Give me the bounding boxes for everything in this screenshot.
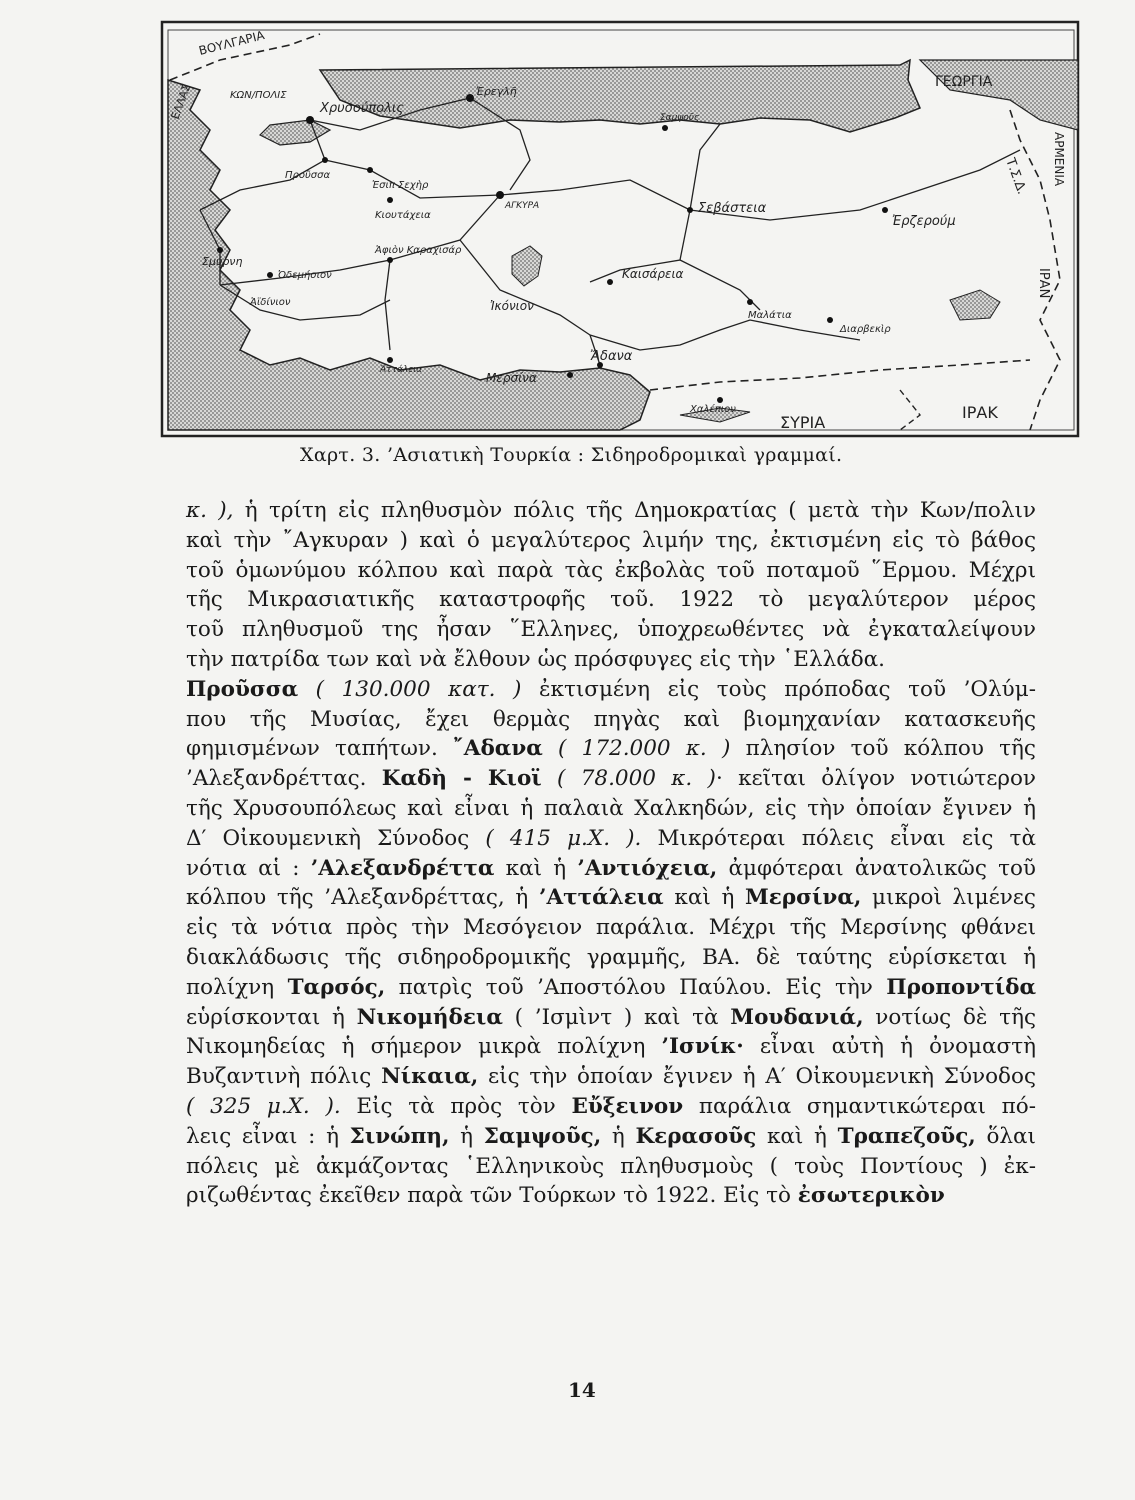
label-georgia: ΓΕΩΡΓΙΑ xyxy=(935,74,993,90)
text-segment: πλησίον τοῦ κόλπου τῆς xyxy=(730,736,1036,762)
label-malatia: Μαλάτια xyxy=(748,310,792,321)
label-smyrni: Σμύρνη xyxy=(202,255,243,268)
text-segment: καὶ ἡ xyxy=(494,855,578,881)
map-caption: Χαρτ. 3. ’Ασιατικὴ Τουρκία : Σιδηροδρομικαὶ γραμμαί. xyxy=(300,444,843,466)
text-segment: ’Ισνίκ· xyxy=(661,1034,744,1060)
text-line xyxy=(186,1032,1036,1062)
text-segment: ( ’Ισμὶντ ) καὶ τὰ xyxy=(502,1004,731,1030)
text-segment: Εὔξεινον xyxy=(571,1093,684,1119)
text-line xyxy=(186,585,1036,615)
label-bulgaria: ΒΟΥΛΓΑΡΙΑ xyxy=(197,28,266,58)
label-esipsehir: Ἐσιπ Σεχὴρ xyxy=(372,180,429,191)
text-line xyxy=(186,973,1036,1003)
text-segment: που τῆς Μυσίας, ἔχει θερμὰς πηγὰς καὶ βιομηχανίαν κατασκευῆς xyxy=(186,706,1036,732)
label-iran: ΙΡΑΝ xyxy=(1036,268,1051,299)
text-segment: Κερασοῦς xyxy=(635,1123,757,1149)
text-segment: νότια αἱ : xyxy=(186,855,311,881)
label-diarbekir: Διαρβεκὶρ xyxy=(840,324,891,335)
label-chalepion: Χαλέπιον xyxy=(690,404,736,415)
label-konpolis: ΚΩΝ/ΠΟΛΙΣ xyxy=(230,90,287,101)
text-segment: ( 130.000 κατ. ) xyxy=(298,676,522,702)
text-segment: ἐκτισμένη εἰς τοὺς πρόποδας τοῦ ’Ολύμ- xyxy=(521,676,1036,702)
text-line xyxy=(186,1181,1036,1211)
label-armenia: ΑΡΜΕΝΙΑ xyxy=(1052,132,1066,187)
text-segment: ( 172.000 κ. ) xyxy=(542,736,731,762)
text-line xyxy=(186,526,1036,556)
text-line xyxy=(186,645,1036,675)
text-segment: Ταρσός, xyxy=(287,974,386,1000)
text-line xyxy=(186,675,1036,705)
text-segment: Δ′ Οἰκουμενικὴ Σύνοδος xyxy=(186,825,486,851)
label-odemision: Ὀδεμήσιον xyxy=(278,270,332,281)
text-line xyxy=(186,734,1036,764)
text-segment: ὅλαι xyxy=(975,1123,1036,1149)
label-greece: ΕΛΛΑΣ xyxy=(168,82,194,122)
label-chrysoupolis: Χρυσούπολις xyxy=(320,101,404,116)
text-segment: εὑρίσκονται ἡ xyxy=(186,1004,357,1030)
text-segment: ’Αντιόχεια, xyxy=(577,855,718,881)
text-segment: πατρὶς τοῦ ’Αποστόλου Παύλου. Εἰς τὴν xyxy=(385,974,887,1000)
text-segment: Μερσίνα, xyxy=(745,885,862,911)
text-segment: ( 325 μ.Χ. ). xyxy=(186,1093,341,1119)
text-segment: εἶναι αὐτὴ ἡ ὀνομαστὴ xyxy=(743,1034,1036,1060)
text-segment: πολίχνη xyxy=(186,974,288,1000)
text-segment: Σαμψοῦς, xyxy=(483,1123,602,1149)
text-line xyxy=(186,943,1036,973)
text-segment: Προποντίδα xyxy=(886,974,1036,1000)
text-segment: Προῦσσα xyxy=(186,676,299,702)
label-proussa: Προῦσσα xyxy=(285,170,331,181)
label-mersina: Μερσίνα xyxy=(486,371,537,385)
label-aidinion: Ἀϊδίνιον xyxy=(250,297,291,308)
text-line xyxy=(186,496,1036,526)
text-line xyxy=(186,794,1036,824)
text-segment: μικροὶ λιμένες xyxy=(861,885,1036,911)
text-segment: πόλεις μὲ ἀκμάζοντας ῾Ελληνικοὺς πληθυσμοὺς ( τοὺς Ποντίους ) ἐκ- xyxy=(186,1153,1036,1179)
label-iraq: ΙΡΑΚ xyxy=(962,403,998,422)
text-segment: ’Αττάλεια xyxy=(538,885,664,911)
text-segment: Βυζαντινὴ πόλις xyxy=(186,1064,382,1090)
text-segment: ( 415 μ.Χ. ). xyxy=(485,825,642,851)
text-line xyxy=(186,556,1036,586)
text-segment: καὶ τὴν ῎Αγκυραν ) καὶ ὁ μεγαλύτερος λιμήν της, ἐκτισμένη εἰς τὸ βάθος xyxy=(186,527,1036,553)
text-segment: Μουδανιά, xyxy=(730,1004,864,1030)
text-segment: παράλια σημαντικώτεραι πό- xyxy=(683,1093,1036,1119)
label-erzeroum: Ἐρζερούμ xyxy=(892,214,956,229)
text-line xyxy=(186,1122,1036,1152)
text-segment: ’Αλεξανδρέττας. xyxy=(186,766,382,792)
text-segment: Εἰς τὰ πρὸς τὸν xyxy=(340,1093,572,1119)
label-kaisareia: Καισάρεια xyxy=(622,267,684,281)
text-segment: διακλάδωσις τῆς σιδηροδρομικῆς γραμμῆς, ΒΑ. δὲ ταύτης εὑρίσκεται ἡ xyxy=(186,944,1036,970)
text-segment: ἡ xyxy=(601,1123,636,1149)
body-text xyxy=(186,496,1036,1211)
text-line xyxy=(186,1062,1036,1092)
text-segment: ἐσωτερικὸν xyxy=(797,1183,945,1209)
text-line xyxy=(186,1003,1036,1033)
text-line xyxy=(186,1152,1036,1182)
text-line xyxy=(186,764,1036,794)
text-segment: ’Αλεξανδρέττα xyxy=(310,855,495,881)
text-segment: καὶ ἡ xyxy=(756,1123,838,1149)
text-segment: ἡ xyxy=(449,1123,484,1149)
label-afion: Ἀφιὸν Καραχισάρ xyxy=(375,245,462,256)
text-segment: Μικρότεραι πόλεις εἶναι εἰς τὰ xyxy=(641,825,1036,851)
page-number: 14 xyxy=(568,1378,596,1402)
black-sea xyxy=(320,60,920,132)
label-ereglh: Ἐρεγλῆ xyxy=(476,85,517,98)
text-segment: καὶ ἡ xyxy=(663,885,745,911)
label-ikonion: Ἰκόνιον xyxy=(490,299,534,313)
text-segment: κόλπου τῆς ’Αλεξανδρέττας, ἡ xyxy=(186,885,539,911)
text-segment: εἰς τὴν ὁποίαν ἔγινεν ἡ Α′ Οἰκουμενικὴ Σύνοδος xyxy=(478,1064,1036,1090)
text-line xyxy=(186,824,1036,854)
text-segment: τοῦ πληθυσμοῦ της ἦσαν ῞Ελληνες, ὑποχρεωθέντες νὰ ἐγκαταλείψουν xyxy=(186,617,1036,643)
text-segment: Νικομηδείας ἡ σήμερον μικρὰ πολίχνη xyxy=(186,1034,662,1060)
text-segment: Σινώπη, xyxy=(349,1123,450,1149)
text-segment: τοῦ ὁμωνύμου κόλπου καὶ παρὰ τὰς ἐκβολὰς τοῦ ποταμοῦ ῞Ερμου. Μέχρι xyxy=(186,557,1036,583)
label-syria: ΣΥΡΙΑ xyxy=(780,413,826,432)
label-ussr: Τ.Σ.Δ. xyxy=(1002,156,1030,197)
text-segment: Καδὴ - Κιοϊ xyxy=(381,766,542,792)
text-line xyxy=(186,854,1036,884)
text-segment: λεις εἶναι : ἡ xyxy=(186,1123,350,1149)
text-line xyxy=(186,1092,1036,1122)
label-ankara: ΑΓΚΥΡΑ xyxy=(505,201,540,211)
text-segment: τῆς Μικρασιατικῆς καταστροφῆς τοῦ. 1922 τὸ μεγαλύτερον μέρος xyxy=(186,587,1036,613)
text-line xyxy=(186,913,1036,943)
text-segment: εἰς τὰ νότια πρὸς τὴν Μεσόγειον παράλια. Μέχρι τῆς Μερσίνης φθάνει xyxy=(186,915,1036,941)
text-segment: Νικομήδεια xyxy=(356,1004,503,1030)
label-adana: Ἄδανα xyxy=(590,349,633,364)
text-segment: νοτίως δὲ τῆς xyxy=(863,1004,1036,1030)
text-line xyxy=(186,705,1036,735)
text-line xyxy=(186,883,1036,913)
text-segment: κ. ), xyxy=(186,498,234,523)
text-segment: · κεῖται ὀλίγον νοτιώτερον xyxy=(715,766,1037,792)
text-segment: Τραπεζοῦς, xyxy=(837,1123,976,1149)
text-segment: ( 78.000 κ. ) xyxy=(541,766,716,792)
text-segment: φημισμένων ταπήτων. xyxy=(186,736,454,762)
text-segment: ῎Αδανα xyxy=(453,736,543,762)
text-segment: Νίκαια, xyxy=(381,1064,479,1090)
label-sevasteia: Σεβάστεια xyxy=(698,201,767,216)
text-segment: τὴν πατρίδα των καὶ νὰ ἔλθουν ὡς πρόσφυγες εἰς τὴν ῾Ελλάδα. xyxy=(186,646,886,672)
text-segment: ἀμφότεραι ἀνατολικῶς τοῦ xyxy=(717,855,1036,881)
text-line xyxy=(186,615,1036,645)
railway-map xyxy=(160,20,1080,440)
label-attaleia: Ἀττάλεια xyxy=(380,365,423,375)
text-segment: ριζωθέντας ἐκεῖθεν παρὰ τῶν Τούρκων τὸ 1922. Εἰς τὸ xyxy=(186,1183,798,1209)
label-samsun: Σαμψοῦς xyxy=(660,113,700,123)
text-segment: τῆς Χρυσουπόλεως καὶ εἶναι ἡ παλαιὰ Χαλκηδών, εἰς τὴν ὁποίαν ἔγινεν ἡ xyxy=(186,795,1036,821)
text-segment: ἡ τρίτη εἰς πληθυσμὸν πόλις τῆς Δημοκρατίας ( μετὰ τὴν Κων/πολιν xyxy=(233,498,1036,523)
label-kioutaxeia: Κιουτάχεια xyxy=(375,210,431,221)
